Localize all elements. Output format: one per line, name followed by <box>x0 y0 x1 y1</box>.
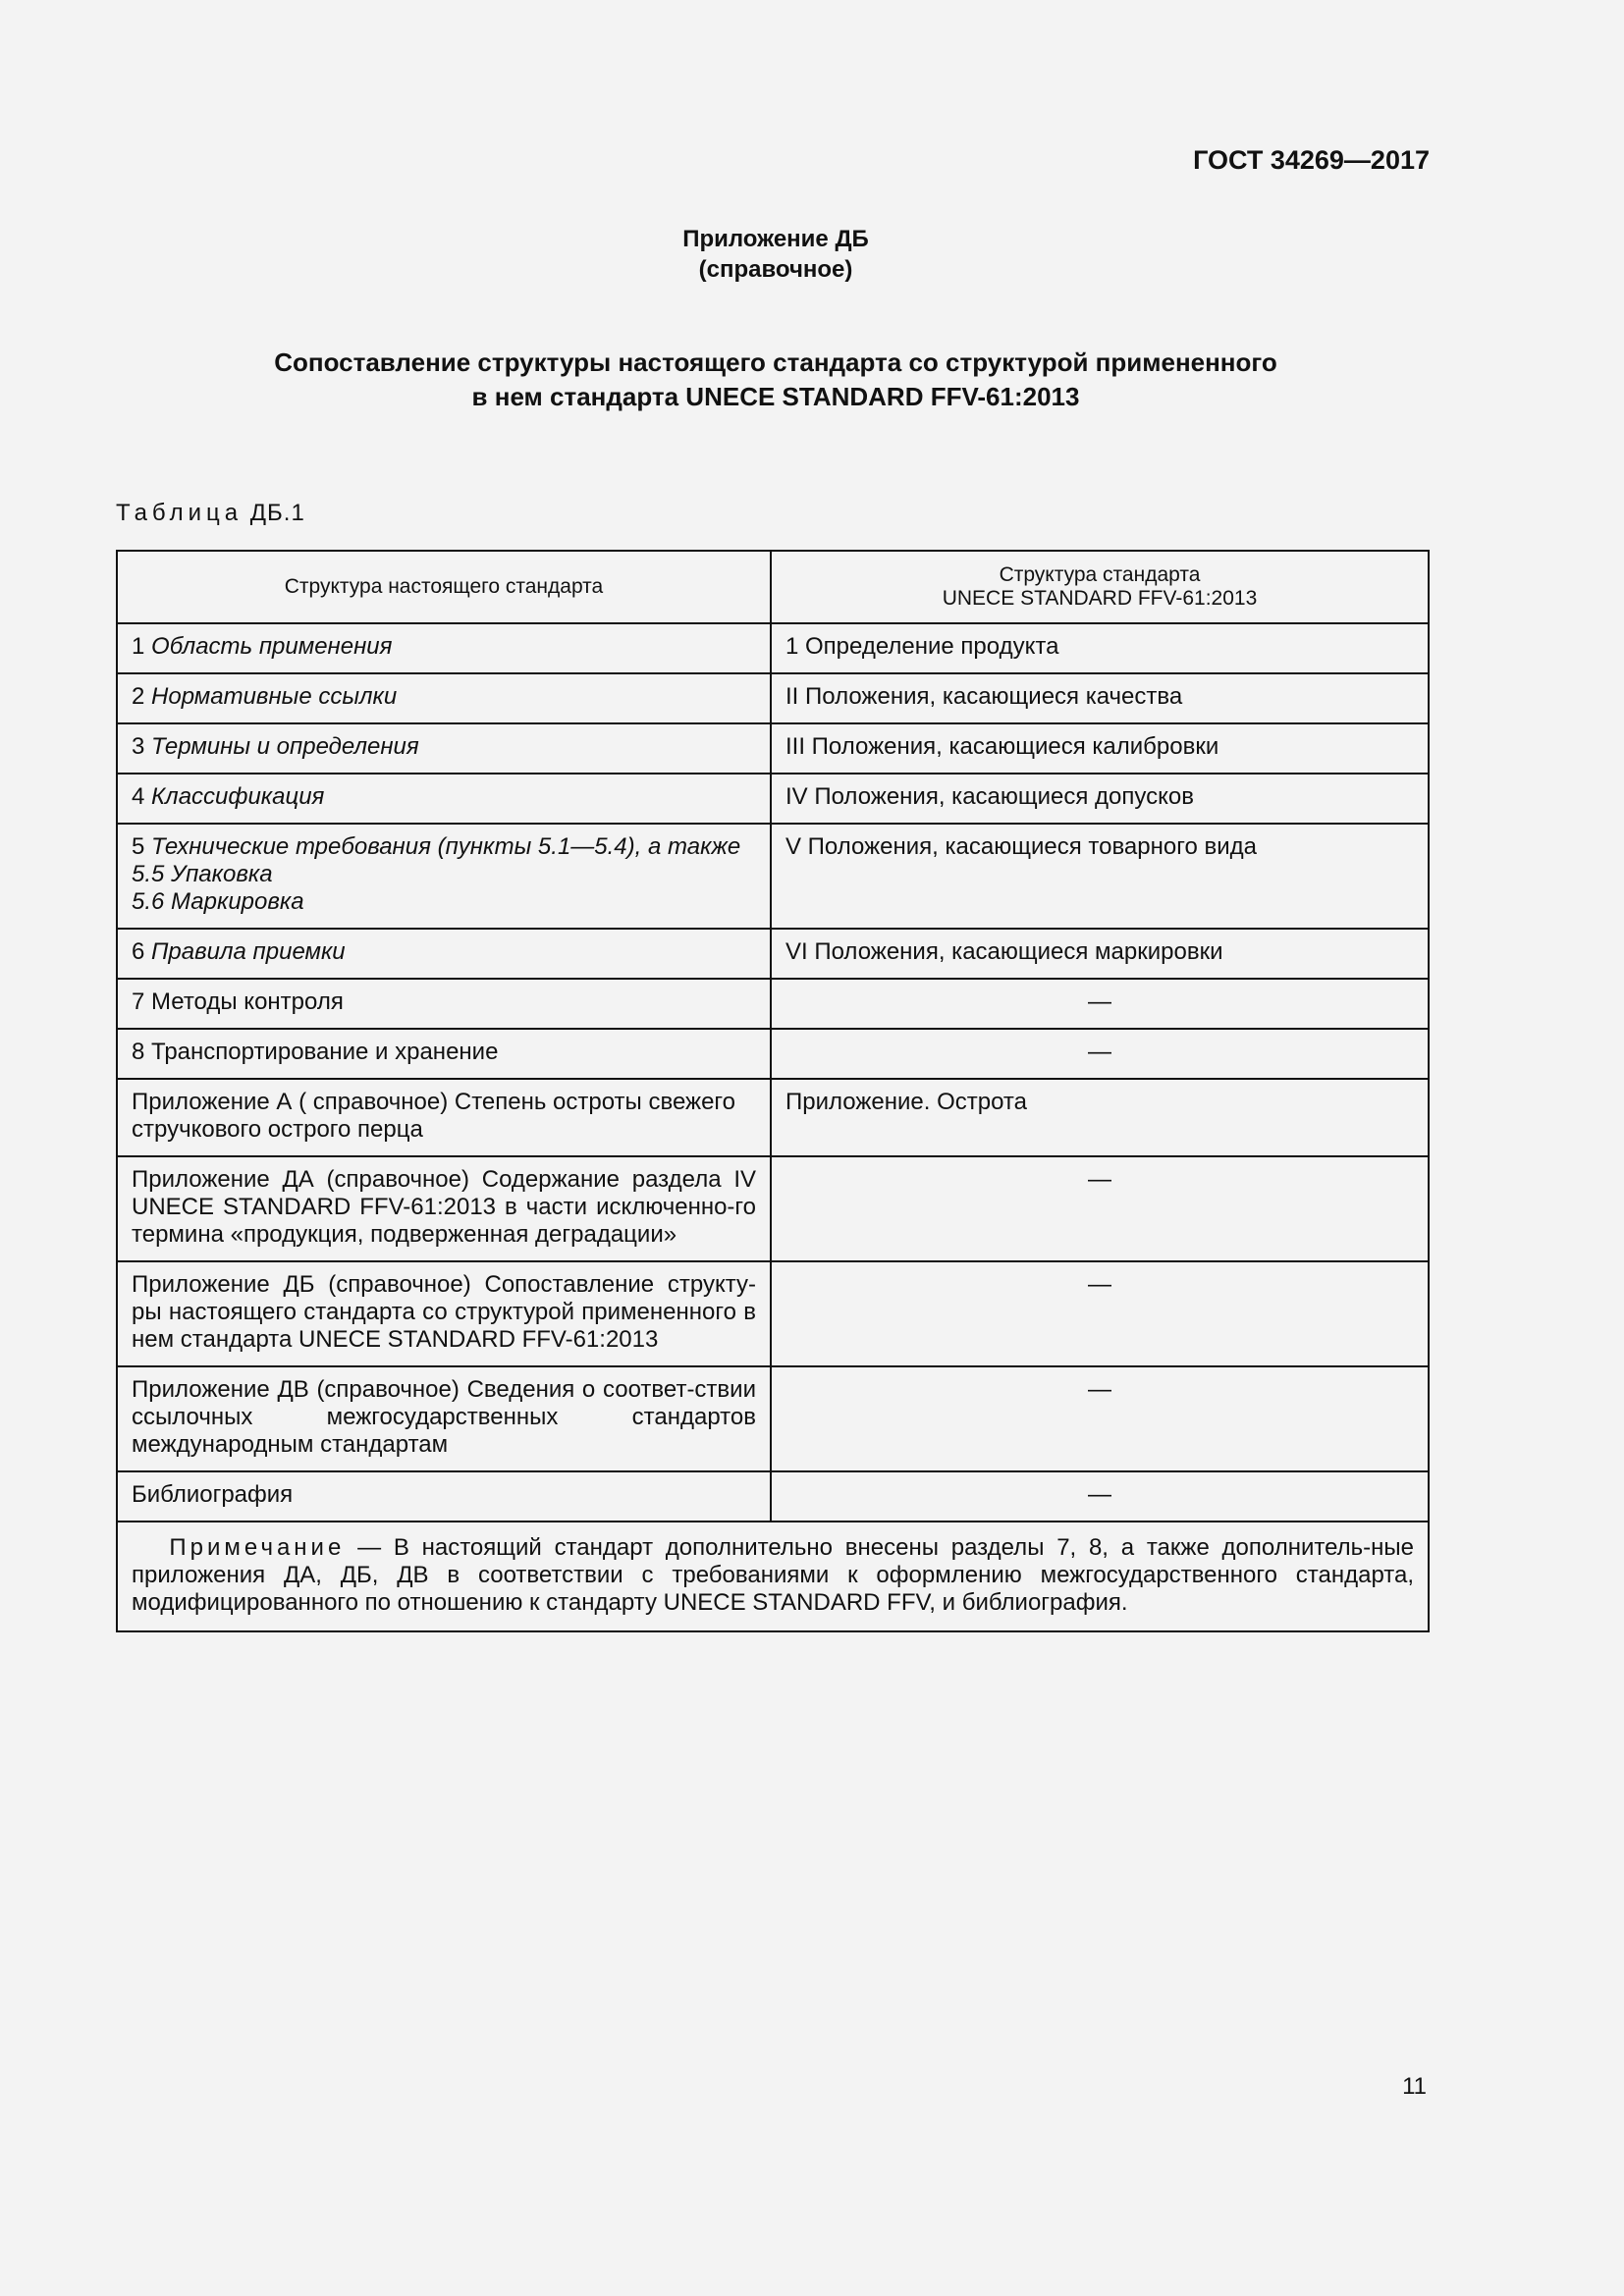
row-left-cell <box>117 623 771 673</box>
row-right-cell: V Положения, касающиеся товарного вида <box>771 824 1429 929</box>
row-left-text: Нормативные ссылки <box>151 683 398 710</box>
row-left-cell: Библиография <box>117 1471 771 1522</box>
table-row <box>117 1471 1429 1522</box>
row-left-cell: Приложение ДБ (справочное) Сопоставление структу-ры настоящего стандарта со структурой примененного в нем стандарта UNECE STANDARD FFV-61:2013 <box>117 1261 771 1366</box>
row-right-cell: — <box>771 1366 1429 1471</box>
table-row <box>117 723 1429 774</box>
row-right-cell: Приложение. Острота <box>771 1079 1429 1156</box>
row-left-cell: 8 Транспортирование и хранение <box>117 1029 771 1079</box>
row-right-cell: — <box>771 1261 1429 1366</box>
table-note <box>117 1522 1429 1631</box>
table-row <box>117 774 1429 824</box>
row-left-subitem: 5.6 Маркировка <box>132 888 304 915</box>
row-left-text: Технические требования (пункты 5.1—5.4), а также <box>151 833 741 860</box>
note-text: — В настоящий стандарт дополнительно внесены разделы 7, 8, а также дополнитель-ные приложения ДА, ДБ, ДВ в соответствии с требованиями к оформлению межгосударственного стандарта, модифицированного по отношению к стандарту UNECE STANDARD FFV, и библиография. <box>132 1534 1415 1616</box>
document-code: ГОСТ 34269—2017 <box>1193 145 1430 175</box>
appendix-name: Приложение ДБ <box>682 226 869 252</box>
appendix-title <box>0 224 1551 285</box>
table-row <box>117 1156 1429 1261</box>
table-row <box>117 1079 1429 1156</box>
row-left-cell: 7 Методы контроля <box>117 979 771 1029</box>
column-header-this-standard: Структура настоящего стандарта <box>117 551 771 623</box>
table-row <box>117 1261 1429 1366</box>
row-right-cell: III Положения, касающиеся калибровки <box>771 723 1429 774</box>
appendix-type: (справочное) <box>698 256 853 283</box>
row-left-text: Правила приемки <box>151 938 346 965</box>
table-row <box>117 1029 1429 1079</box>
row-left-cell <box>117 824 771 929</box>
row-right-cell: — <box>771 1471 1429 1522</box>
row-left-cell: Приложение ДА (справочное) Содержание раздела IV UNECE STANDARD FFV-61:2013 в части исключенно-го термина «продукция, подверженная деградации» <box>117 1156 771 1261</box>
row-right-cell: — <box>771 1156 1429 1261</box>
appendix-heading <box>177 346 1375 414</box>
heading-line-2: в нем стандарта UNECE STANDARD FFV-61:2013 <box>471 382 1080 411</box>
table-note-row <box>117 1522 1429 1631</box>
table-header-row <box>117 551 1429 623</box>
table-row <box>117 824 1429 929</box>
row-left-text: Классификация <box>151 783 325 810</box>
row-left-cell <box>117 673 771 723</box>
column-header-line-1: Структура стандарта <box>999 563 1201 586</box>
row-number: 3 <box>132 733 145 760</box>
row-right-cell: — <box>771 979 1429 1029</box>
table-row <box>117 673 1429 723</box>
row-left-cell <box>117 774 771 824</box>
page-number: 11 <box>1402 2073 1427 2100</box>
column-header-line-2: UNECE STANDARD FFV-61:2013 <box>942 587 1258 610</box>
row-right-cell: II Положения, касающиеся качества <box>771 673 1429 723</box>
row-number: 5 <box>132 833 145 860</box>
row-right-cell: IV Положения, касающиеся допусков <box>771 774 1429 824</box>
row-left-cell <box>117 929 771 979</box>
row-number: 4 <box>132 783 145 810</box>
row-left-cell: Приложение ДВ (справочное) Сведения о соответ-ствии ссылочных межгосударственных стандартов международным стандартам <box>117 1366 771 1471</box>
note-label: Примечание <box>169 1534 346 1561</box>
row-left-cell <box>117 723 771 774</box>
structure-comparison-table <box>116 550 1430 1632</box>
row-left-text: Область применения <box>151 633 393 660</box>
column-header-unece-standard <box>771 551 1429 623</box>
table-row <box>117 929 1429 979</box>
row-right-cell: 1 Определение продукта <box>771 623 1429 673</box>
table-row <box>117 623 1429 673</box>
table-caption-word: Таблица <box>116 500 244 526</box>
table-row <box>117 979 1429 1029</box>
row-number: 2 <box>132 683 145 710</box>
row-number: 1 <box>132 633 145 660</box>
row-right-cell: — <box>771 1029 1429 1079</box>
heading-line-1: Сопоставление структуры настоящего стандарта со структурой примененного <box>274 347 1277 377</box>
row-left-cell: Приложение А ( справочное) Степень остроты свежего стручкового острого перца <box>117 1079 771 1156</box>
row-right-cell: VI Положения, касающиеся маркировки <box>771 929 1429 979</box>
row-left-text: Термины и определения <box>151 733 419 760</box>
table-row <box>117 1366 1429 1471</box>
table-caption-number: ДБ.1 <box>249 500 305 526</box>
row-number: 6 <box>132 938 145 965</box>
row-left-subitem: 5.5 Упаковка <box>132 861 273 887</box>
table-caption <box>116 500 305 527</box>
